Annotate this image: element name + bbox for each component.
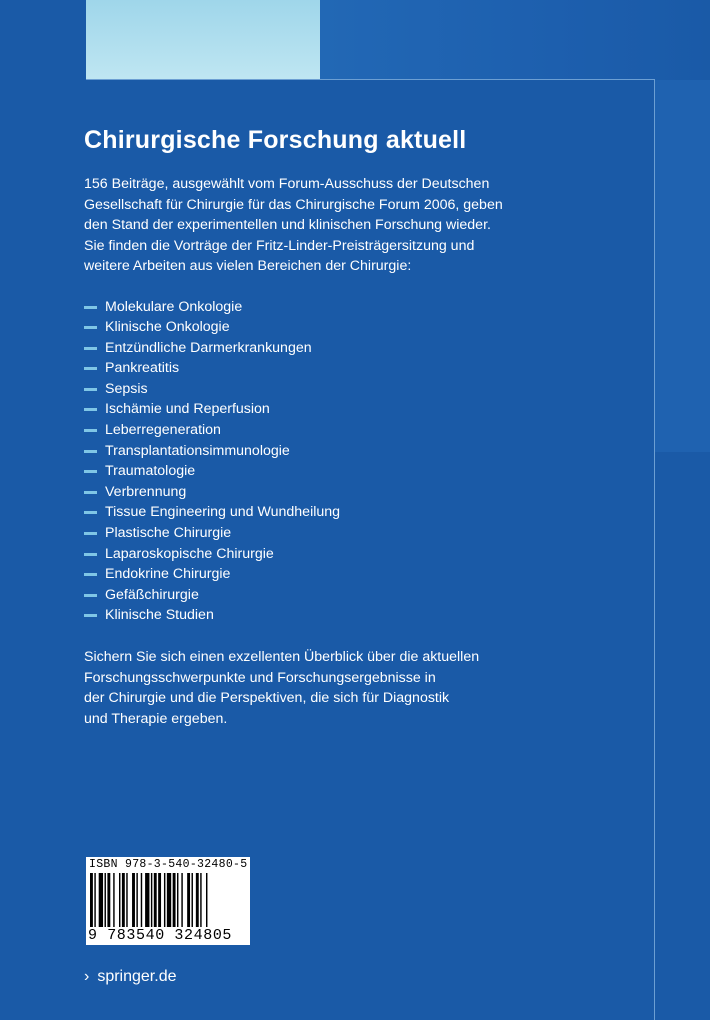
background-top-right — [320, 0, 710, 80]
publisher-link[interactable] — [84, 966, 177, 988]
dash-bullet-icon — [84, 594, 97, 597]
barcode-bar — [177, 873, 178, 927]
dash-bullet-icon — [84, 491, 97, 494]
barcode-bar — [154, 873, 157, 927]
barcode-bar — [132, 873, 135, 927]
right-strip-upper — [655, 80, 710, 452]
barcode-bar — [113, 873, 114, 927]
book-title: Chirurgische Forschung aktuell — [84, 126, 467, 154]
chevron-right-icon: › — [84, 968, 90, 985]
barcode-bar — [151, 873, 152, 927]
isbn-label: ISBN 978-3-540-32480-5 — [89, 858, 248, 871]
back-cover-content — [84, 120, 644, 729]
barcode-bar — [122, 873, 125, 927]
dash-bullet-icon — [84, 367, 97, 370]
topic-item: Verbrennung — [84, 482, 644, 503]
dash-bullet-icon — [84, 511, 97, 514]
topic-item: Entzündliche Darmerkrankungen — [84, 338, 644, 359]
dash-bullet-icon — [84, 388, 97, 391]
barcode-bar — [196, 873, 199, 927]
publisher-link-text: springer.de — [97, 968, 177, 985]
barcode-bar — [158, 873, 161, 927]
topic-item: Sepsis — [84, 379, 644, 400]
barcode-bar — [141, 873, 142, 927]
barcode-bar — [164, 873, 165, 927]
barcode-bar — [167, 873, 171, 927]
right-strip-lower — [655, 452, 710, 1020]
dash-bullet-icon — [84, 614, 97, 617]
topic-item: Endokrine Chirurgie — [84, 564, 644, 585]
barcode-bar — [126, 873, 127, 927]
intro-paragraph: 156 Beiträge, ausgewählt vom Forum-Ausschuss der Deutschen Gesellschaft für Chirurgie für das Chirurgische Forum 2006, geben den Stand der experimentellen und klinischen Forschung wieder. Sie finden die Vorträge der Fritz-Linder-Preisträgersitzung und weitere Arbeiten aus vielen Bereichen der Chirurgie: — [84, 176, 503, 274]
isbn-barcode — [86, 857, 250, 945]
barcode-bar — [206, 873, 207, 927]
barcode-bar — [181, 873, 182, 927]
dash-bullet-icon — [84, 573, 97, 576]
barcode-bar — [145, 873, 149, 927]
barcode-bar — [99, 873, 103, 927]
topic-item: Laparoskopische Chirurgie — [84, 544, 644, 565]
dash-bullet-icon — [84, 306, 97, 309]
barcode-bar — [107, 873, 110, 927]
topic-item: Tissue Engineering und Wundheilung — [84, 502, 644, 523]
dash-bullet-icon — [84, 450, 97, 453]
barcode-bar — [192, 873, 193, 927]
frame-line-horizontal — [86, 79, 655, 80]
barcode-digits: 9 783540 324805 — [88, 927, 233, 944]
barcode-bar — [173, 873, 176, 927]
barcode-bar — [105, 873, 106, 927]
topic-list — [84, 297, 644, 627]
topic-item: Gefäßchirurgie — [84, 585, 644, 606]
topic-item: Transplantationsimmunologie — [84, 441, 644, 462]
light-blue-tab — [86, 0, 320, 80]
barcode-bar — [90, 873, 93, 927]
dash-bullet-icon — [84, 347, 97, 350]
dash-bullet-icon — [84, 532, 97, 535]
dash-bullet-icon — [84, 408, 97, 411]
dash-bullet-icon — [84, 470, 97, 473]
topic-item: Leberregeneration — [84, 420, 644, 441]
dash-bullet-icon — [84, 326, 97, 329]
barcode-bar — [136, 873, 137, 927]
topic-item: Pankreatitis — [84, 358, 644, 379]
dash-bullet-icon — [84, 429, 97, 432]
barcode-bar — [94, 873, 95, 927]
outro-paragraph: Sichern Sie sich einen exzellenten Überblick über die aktuellen Forschungsschwerpunkte und Forschungsergebnisse in der Chirurgie und die Perspektiven, die sich für Diagnostik und Therapie ergeben. — [84, 649, 480, 727]
topic-item: Ischämie und Reperfusion — [84, 399, 644, 420]
dash-bullet-icon — [84, 553, 97, 556]
barcode-bars — [90, 873, 246, 927]
barcode-bar — [200, 873, 201, 927]
barcode-bar — [119, 873, 120, 927]
topic-item: Molekulare Onkologie — [84, 297, 644, 318]
barcode-bar — [187, 873, 190, 927]
topic-item: Plastische Chirurgie — [84, 523, 644, 544]
topic-item: Klinische Onkologie — [84, 317, 644, 338]
topic-item: Klinische Studien — [84, 605, 644, 626]
topic-item: Traumatologie — [84, 461, 644, 482]
